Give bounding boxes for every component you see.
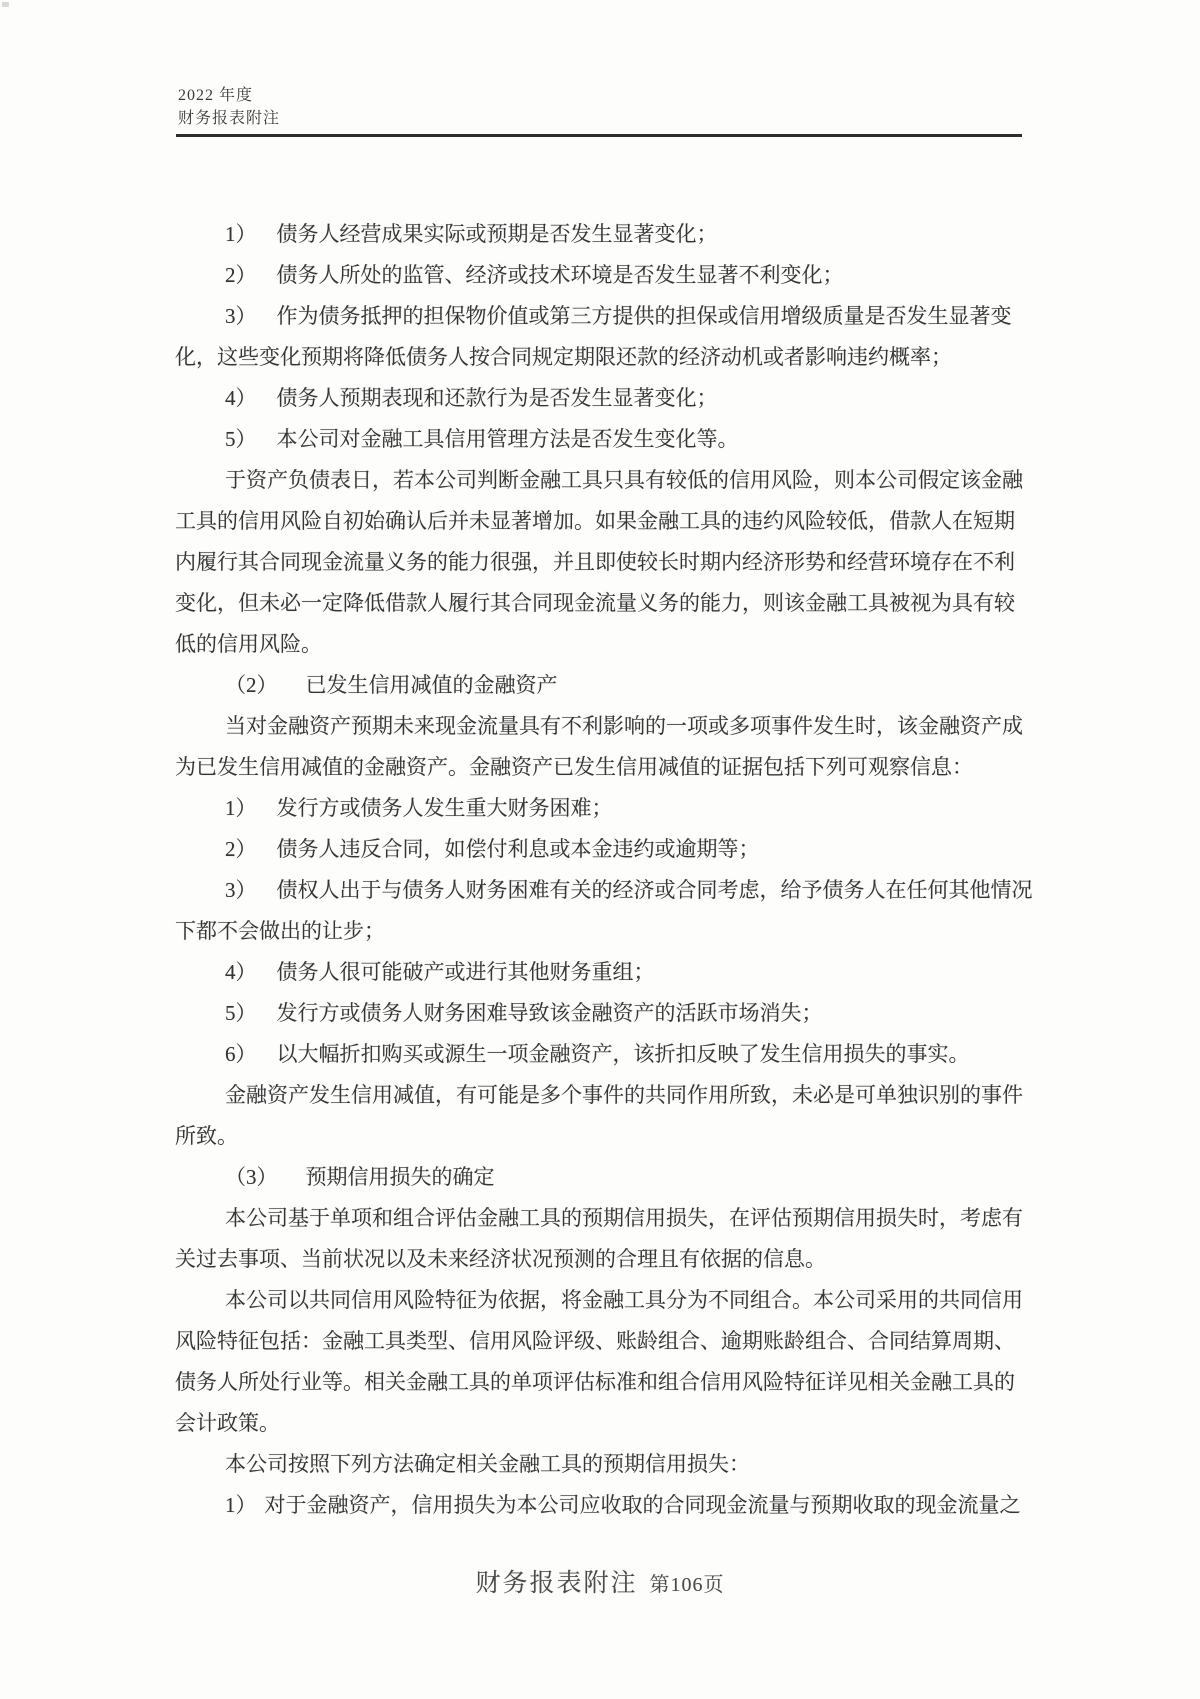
body-line bbox=[175, 335, 1035, 376]
line-text: 已发生信用减值的金融资产 bbox=[305, 672, 558, 697]
line-text: 本公司对金融工具信用管理方法是否发生变化等。 bbox=[276, 426, 739, 451]
body-line bbox=[175, 581, 1035, 622]
body-line bbox=[175, 212, 1035, 253]
body-line bbox=[175, 1114, 1035, 1155]
header-title: 财务报表附注 bbox=[178, 110, 281, 127]
body-line bbox=[175, 1278, 1035, 1319]
line-marker: 5） bbox=[225, 1000, 257, 1025]
line-text: 当对金融资产预期未来现金流量具有不利影响的一项或多项事件发生时，该金融资产成 bbox=[225, 713, 1023, 738]
body-line bbox=[175, 417, 1035, 458]
line-text: 债务人违反合同，如偿付利息或本金违约或逾期等； bbox=[276, 836, 760, 861]
line-text: 关过去事项、当前状况以及未来经济状况预测的合理且有依据的信息。 bbox=[175, 1246, 826, 1271]
line-marker: 3） bbox=[225, 877, 257, 902]
body-line bbox=[175, 622, 1035, 663]
line-marker: 1） bbox=[225, 221, 257, 246]
line-text: 化，这些变化预期将降低债务人按合同规定期限还款的经济动机或者影响违约概率； bbox=[175, 344, 952, 369]
body-line bbox=[175, 458, 1035, 499]
body-line bbox=[175, 1483, 1035, 1524]
line-text: 变化，但未必一定降低借款人履行其合同现金流量义务的能力，则该金融工具被视为具有较 bbox=[175, 590, 1015, 615]
body-line bbox=[175, 540, 1035, 581]
body-line bbox=[175, 1196, 1035, 1237]
line-text: 债权人出于与债务人财务困难有关的经济或合同考虑，给予债务人在任何其他情况 bbox=[276, 877, 1033, 902]
body-line bbox=[175, 909, 1035, 950]
body-line bbox=[175, 786, 1035, 827]
scan-artifact-speck bbox=[2, 2, 9, 7]
page-header bbox=[178, 84, 280, 130]
line-text: 发行方或债务人财务困难导致该金融资产的活跃市场消失； bbox=[276, 1000, 823, 1025]
line-text: 对于金融资产，信用损失为本公司应收取的合同现金流量与预期收取的现金流量之 bbox=[264, 1492, 1021, 1517]
body-line bbox=[175, 745, 1035, 786]
header-divider-rule bbox=[176, 134, 1022, 137]
body-line bbox=[175, 1442, 1035, 1483]
body-line bbox=[175, 376, 1035, 417]
line-marker: 6） bbox=[225, 1041, 257, 1066]
line-text: 预期信用损失的确定 bbox=[305, 1164, 495, 1189]
line-marker: 2） bbox=[225, 262, 257, 287]
line-text: 债务人所处行业等。相关金融工具的单项评估标准和组合信用风险特征详见相关金融工具的 bbox=[175, 1369, 1015, 1394]
body-line bbox=[175, 1073, 1035, 1114]
body-line bbox=[175, 1155, 1035, 1196]
line-marker: （2） bbox=[225, 672, 278, 697]
line-text: 债务人预期表现和还款行为是否发生显著变化； bbox=[276, 385, 718, 410]
footer-title: 财务报表附注 bbox=[475, 1570, 638, 1597]
body-line bbox=[175, 253, 1035, 294]
line-marker: 2） bbox=[225, 836, 257, 861]
line-text: 金融资产发生信用减值，有可能是多个事件的共同作用所致，未必是可单独识别的事件 bbox=[225, 1082, 1023, 1107]
body-line bbox=[175, 663, 1035, 704]
body-line bbox=[175, 1319, 1035, 1360]
body-line bbox=[175, 704, 1035, 745]
body-line bbox=[175, 1401, 1035, 1442]
line-text: 作为债务抵押的担保物价值或第三方提供的担保或信用增级质量是否发生显著变 bbox=[276, 303, 1012, 328]
body-line bbox=[175, 1032, 1035, 1073]
document-body bbox=[175, 212, 1035, 1524]
line-marker: 4） bbox=[225, 385, 257, 410]
line-marker: 5） bbox=[225, 426, 257, 451]
line-text: 本公司基于单项和组合评估金融工具的预期信用损失，在评估预期信用损失时，考虑有 bbox=[225, 1205, 1023, 1230]
line-marker: 3） bbox=[225, 303, 257, 328]
line-text: 工具的信用风险自初始确认后并未显著增加。如果金融工具的违约风险较低，借款人在短期 bbox=[175, 508, 1015, 533]
line-text: 债务人很可能破产或进行其他财务重组； bbox=[276, 959, 655, 984]
line-text: 所致。 bbox=[175, 1123, 238, 1148]
header-year: 2022 年度 bbox=[178, 87, 254, 104]
line-text: 发行方或债务人发生重大财务困难； bbox=[276, 795, 613, 820]
footer-page-number: 第106页 bbox=[649, 1574, 725, 1596]
line-marker: 1） bbox=[225, 1492, 257, 1517]
line-text: 会计政策。 bbox=[175, 1410, 280, 1435]
body-line bbox=[175, 294, 1035, 335]
line-text: 于资产负债表日，若本公司判断金融工具只具有较低的信用风险，则本公司假定该金融 bbox=[225, 467, 1023, 492]
line-text: 本公司以共同信用风险特征为依据，将金融工具分为不同组合。本公司采用的共同信用 bbox=[225, 1287, 1023, 1312]
line-text: 债务人所处的监管、经济或技术环境是否发生显著不利变化； bbox=[276, 262, 844, 287]
line-marker: 1） bbox=[225, 795, 257, 820]
line-marker: 4） bbox=[225, 959, 257, 984]
line-text: 债务人经营成果实际或预期是否发生显著变化； bbox=[276, 221, 718, 246]
line-text: 内履行其合同现金流量义务的能力很强，并且即使较长时期内经济形势和经营环境存在不利 bbox=[175, 549, 1015, 574]
line-text: 低的信用风险。 bbox=[175, 631, 322, 656]
body-line bbox=[175, 991, 1035, 1032]
line-text: 风险特征包括：金融工具类型、信用风险评级、账龄组合、逾期账龄组合、合同结算周期、 bbox=[175, 1328, 1015, 1353]
body-line bbox=[175, 868, 1035, 909]
body-line bbox=[175, 1360, 1035, 1401]
line-text: 下都不会做出的让步； bbox=[175, 918, 385, 943]
line-text: 为已发生信用减值的金融资产。金融资产已发生信用减值的证据包括下列可观察信息： bbox=[175, 754, 973, 779]
body-line bbox=[175, 1237, 1035, 1278]
page-footer bbox=[0, 1563, 1200, 1599]
line-text: 本公司按照下列方法确定相关金融工具的预期信用损失： bbox=[225, 1451, 750, 1476]
body-line bbox=[175, 950, 1035, 991]
line-text: 以大幅折扣购买或源生一项金融资产，该折扣反映了发生信用损失的事实。 bbox=[276, 1041, 970, 1066]
body-line bbox=[175, 827, 1035, 868]
body-line bbox=[175, 499, 1035, 540]
line-marker: （3） bbox=[225, 1164, 278, 1189]
